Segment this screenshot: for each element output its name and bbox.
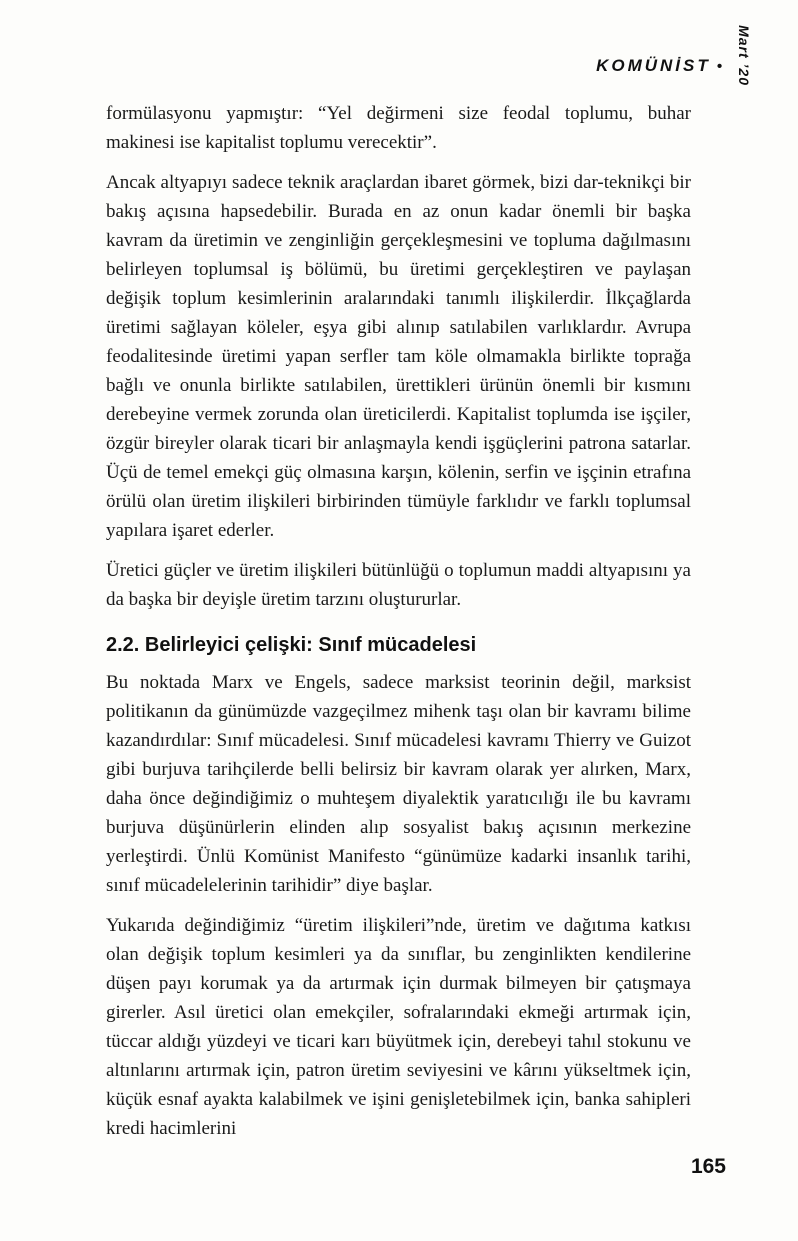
section-heading: 2.2. Belirleyici çelişki: Sınıf mücadelesi <box>106 634 477 656</box>
paragraph: Bu noktada Marx ve Engels, sadece marksist teorinin değil, marksist politikanın da günümüzde vazgeçilmez mihenk taşı olan bir kavramı bilime kazandırdılar: Sınıf mücadelesi. Sınıf mücadelesi kavramı Thierry ve Guizot gibi burjuva tarihçilerde belli belirsiz bir kavram olarak yer alırken, Marx, daha önce değindiğimiz o muhteşem diyalektik yaratıcılığı ile bu kavramı burjuva düşünürlerin elinden alıp sosyalist bakış açısının merkezine yerleştirdi. Ünlü Komünist Manifesto “günümüze kadarki insanlık tarihi, sınıf mücadelelerinin tarihidir” diye başlar. <box>106 672 691 896</box>
journal-header <box>596 56 722 76</box>
paragraph: Yukarıda değindiğimiz “üretim ilişkileri”nde, üretim ve dağıtıma katkısı olan değişik toplum kesimleri ya da sınıflar, bu zenginlikten kendilerine düşen payı korumak ya da artırmak için durmak bilmeyen bir çatışmaya girerler. Asıl üretici olan emekçiler, sofralarındaki ekmeği artırmak için, tüccar aldığı yüzdeyi ve ticari karı büyütmek için, derebeyi tahıl stokunu ve altınlarını artırmak için, patron üretim seviyesini ve kârını yükseltmek için, küçük esnaf ayakta kalabilmek ve işini genişletebilmek için, banka sahipleri kredi hacimlerini <box>106 915 691 1139</box>
paragraph: formülasyonu yapmıştır: “Yel değirmeni size feodal toplumu, buhar makinesi ise kapitalist toplumu verecektir”. <box>106 103 691 153</box>
header-bullet: • <box>716 58 722 75</box>
paragraph: Ancak altyapıyı sadece teknik araçlardan ibaret görmek, bizi dar-teknikçi bir bakış açısına hapsedebilir. Burada en az onun kadar önemli bir başka kavram da üretimin ve zenginliğin gerçekleşmesini ve topluma dağılmasını belirleyen toplumsal iş bölümü, bu üretimi gerçekleştiren ve paylaşan değişik toplum kesimlerinin aralarındaki tanımlı ilişkilerdir. İlkçağlarda üretimi sağlayan köleler, eşya gibi alınıp satılabilen varlıklardır. Avrupa feodalitesinde üretimi yapan serfler tam köle olmamakla birlikte toprağa bağlı ve onunla birlikte satılabilen, ürettikleri ürünün önemli bir kısmını derebeyine vermek zorunda olan üreticilerdi. Kapitalist toplumda ise işçiler, özgür bireyler olarak ticari bir anlaşmayla kendi işgüçlerini patrona satarlar. Üçü de temel emekçi güç olmasına karşın, kölenin, serfin ve işçinin etrafına örülü olan üretim ilişkileri birbirinden tümüyle farklıdır ve farklı toplumsal yapılara işaret ederler. <box>106 172 691 541</box>
page-number: 165 <box>690 1155 726 1178</box>
journal-title: KOMÜNİST <box>596 56 711 75</box>
page-body-text <box>106 99 691 1154</box>
issue-date-vertical: Mart ’20 <box>736 25 752 86</box>
paragraph: Üretici güçler ve üretim ilişkileri bütünlüğü o toplumun maddi altyapısını ya da başka bir deyişle üretim tarzını oluştururlar. <box>106 560 691 610</box>
